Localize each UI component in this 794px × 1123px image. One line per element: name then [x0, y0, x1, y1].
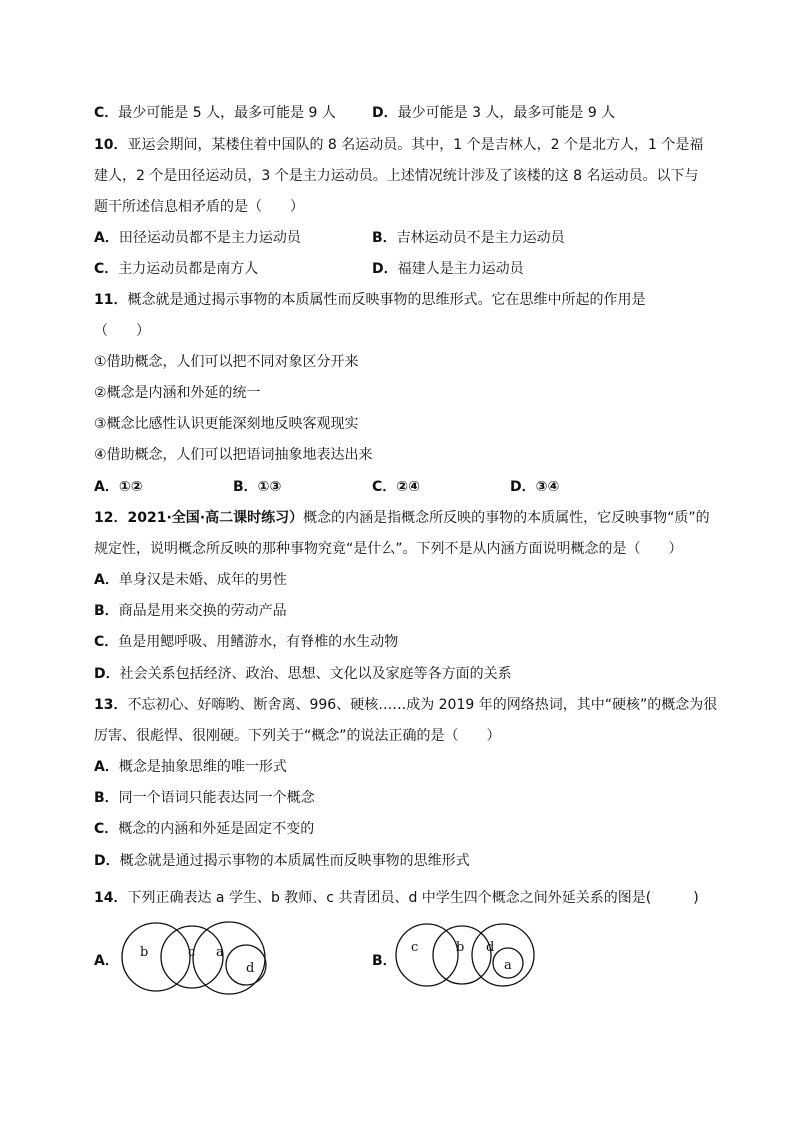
question-number: 14．: [94, 890, 128, 906]
q11-item-3: ③概念比感性认识更能深刻地反映客观现实: [94, 416, 359, 432]
option-text: ②④: [396, 479, 420, 495]
q13-stem-line-1: [94, 695, 717, 715]
option-text: 商品是用来交换的劳动产品: [118, 603, 287, 619]
stem-text: 概念就是通过揭示事物的本质属性而反映事物的思维形式。它在思维中所起的作用是: [127, 292, 646, 308]
q12-stem-line-1: [94, 508, 710, 528]
label-c: c: [188, 945, 196, 960]
q11-option-a: [94, 477, 143, 497]
q13-option-b: [94, 788, 315, 808]
q13-stem-line-2: 厉害、很彪悍、很刚硬。下列关于“概念”的说法正确的是（ ）: [94, 728, 501, 744]
option-letter: C．: [94, 821, 119, 837]
option-text: 吉林运动员不是主力运动员: [396, 230, 565, 246]
option-text: 田径运动员都不是主力运动员: [118, 230, 301, 246]
q10-stem-line-1: [94, 135, 703, 155]
option-text: 概念的内涵和外延是固定不变的: [118, 821, 315, 837]
label-d: d: [486, 940, 495, 955]
q9-option-c: [94, 103, 336, 123]
option-letter: C．: [372, 479, 397, 495]
option-text: 社会关系包括经济、政治、思想、文化以及家庭等各方面的关系: [119, 666, 512, 682]
label-a: a: [216, 945, 224, 960]
q10-option-b: [372, 228, 565, 248]
option-letter: A．: [94, 230, 119, 246]
label-b: b: [456, 940, 465, 955]
stem-text: 下列正确表达 a 学生、b 教师、c 共青团员、d 中学生四个概念之间外延关系的图是( ): [127, 890, 699, 906]
option-text: ①②: [118, 479, 143, 495]
option-letter: A．: [94, 572, 119, 588]
q12-stem-line-2: 规定性，说明概念所反映的那种事物究竟“是什么”。下列不是从内涵方面说明概念的是（ ）: [94, 541, 683, 557]
q10-stem-line-3: 题干所述信息相矛盾的是（ ）: [94, 199, 304, 215]
circle-c: [396, 924, 458, 986]
option-letter: B．: [94, 790, 119, 806]
q12-option-b: [94, 601, 287, 621]
option-letter: D．: [372, 105, 398, 121]
q13-option-d: [94, 851, 470, 871]
question-source: 2021·全国·高二课时练习）: [127, 510, 304, 526]
option-text: 单身汉是未婚、成年的男性: [118, 572, 287, 588]
circle-b: [122, 923, 190, 991]
q13-option-a: [94, 757, 287, 777]
option-letter: D．: [372, 261, 398, 277]
option-text: 同一个语词只能表达同一个概念: [118, 790, 315, 806]
q14-option-b-letter: B．: [372, 953, 397, 969]
q11-item-4: ④借助概念，人们可以把语词抽象地表达出来: [94, 447, 373, 463]
q11-option-d: [510, 477, 559, 497]
question-number: 11．: [94, 292, 128, 308]
stem-text: 概念的内涵是指概念所反映的事物的本质属性，它反映事物“质”的: [303, 510, 710, 526]
label-c: c: [411, 940, 419, 955]
label-a: a: [504, 958, 512, 973]
option-letter: C．: [94, 261, 119, 277]
option-text: ③④: [535, 479, 560, 495]
circle-b: [433, 926, 491, 984]
option-text: 概念是抽象思维的唯一形式: [118, 759, 287, 775]
q11-stem-line-1: [94, 290, 645, 310]
label-b: b: [140, 945, 149, 960]
option-text: ①③: [257, 479, 282, 495]
q11-option-b: [233, 477, 281, 497]
q11-item-1: ①借助概念，人们可以把不同对象区分开来: [94, 354, 359, 370]
q11-option-c: [372, 477, 420, 497]
option-letter: B．: [94, 603, 119, 619]
q12-option-d: [94, 664, 512, 684]
venn-diagram-a: [112, 920, 272, 996]
option-letter: C．: [94, 105, 119, 121]
option-text: 主力运动员都是南方人: [118, 261, 259, 277]
stem-text: 亚运会期间，某楼住着中国队的 8 名运动员。其中，1 个是吉林人，2 个是北方人，1 个是福: [127, 137, 704, 153]
option-text: 概念就是通过揭示事物的本质属性而反映事物的思维形式: [119, 853, 470, 869]
option-letter: D．: [94, 666, 120, 682]
option-letter: D．: [94, 853, 120, 869]
q10-option-c: [94, 259, 258, 279]
stem-text: 不忘初心、好嗨哟、断舍离、996、硬核……成为 2019 年的网络热词，其中“硬核”的概念为很: [127, 697, 718, 713]
q10-option-a: [94, 228, 301, 248]
question-number: 12．: [94, 510, 128, 526]
q9-option-d: [372, 103, 615, 123]
q14-stem: [94, 888, 699, 908]
option-text: 鱼是用鳃呼吸、用鳍游水，有脊椎的水生动物: [118, 634, 399, 650]
option-letter: C．: [94, 634, 119, 650]
option-text: 福建人是主力运动员: [397, 261, 524, 277]
option-text: 最少可能是 5 人，最多可能是 9 人: [118, 105, 336, 121]
q14-diagram-a: [112, 920, 272, 996]
option-letter: A．: [94, 479, 119, 495]
question-number: 13．: [94, 697, 128, 713]
q11-item-2: ②概念是内涵和外延的统一: [94, 385, 261, 401]
q13-option-c: [94, 819, 314, 839]
option-text: 最少可能是 3 人，最多可能是 9 人: [397, 105, 616, 121]
option-letter: A．: [94, 759, 119, 775]
q14-diagram-b: [392, 922, 542, 988]
q11-stem-line-2: （ ）: [94, 323, 150, 339]
q14-option-a-letter: A．: [94, 953, 119, 969]
venn-diagram-b: [392, 922, 542, 988]
label-d: d: [246, 961, 255, 976]
q12-option-c: [94, 632, 398, 652]
q10-option-d: [372, 259, 524, 279]
option-letter: B．: [233, 479, 258, 495]
option-letter: D．: [510, 479, 536, 495]
q10-stem-line-2: 建人，2 个是田径运动员，3 个是主力运动员。上述情况统计涉及了该楼的这 8 名运动员。以下与: [94, 168, 699, 184]
option-letter: B．: [372, 230, 397, 246]
q12-option-a: [94, 570, 287, 590]
question-number: 10．: [94, 137, 128, 153]
